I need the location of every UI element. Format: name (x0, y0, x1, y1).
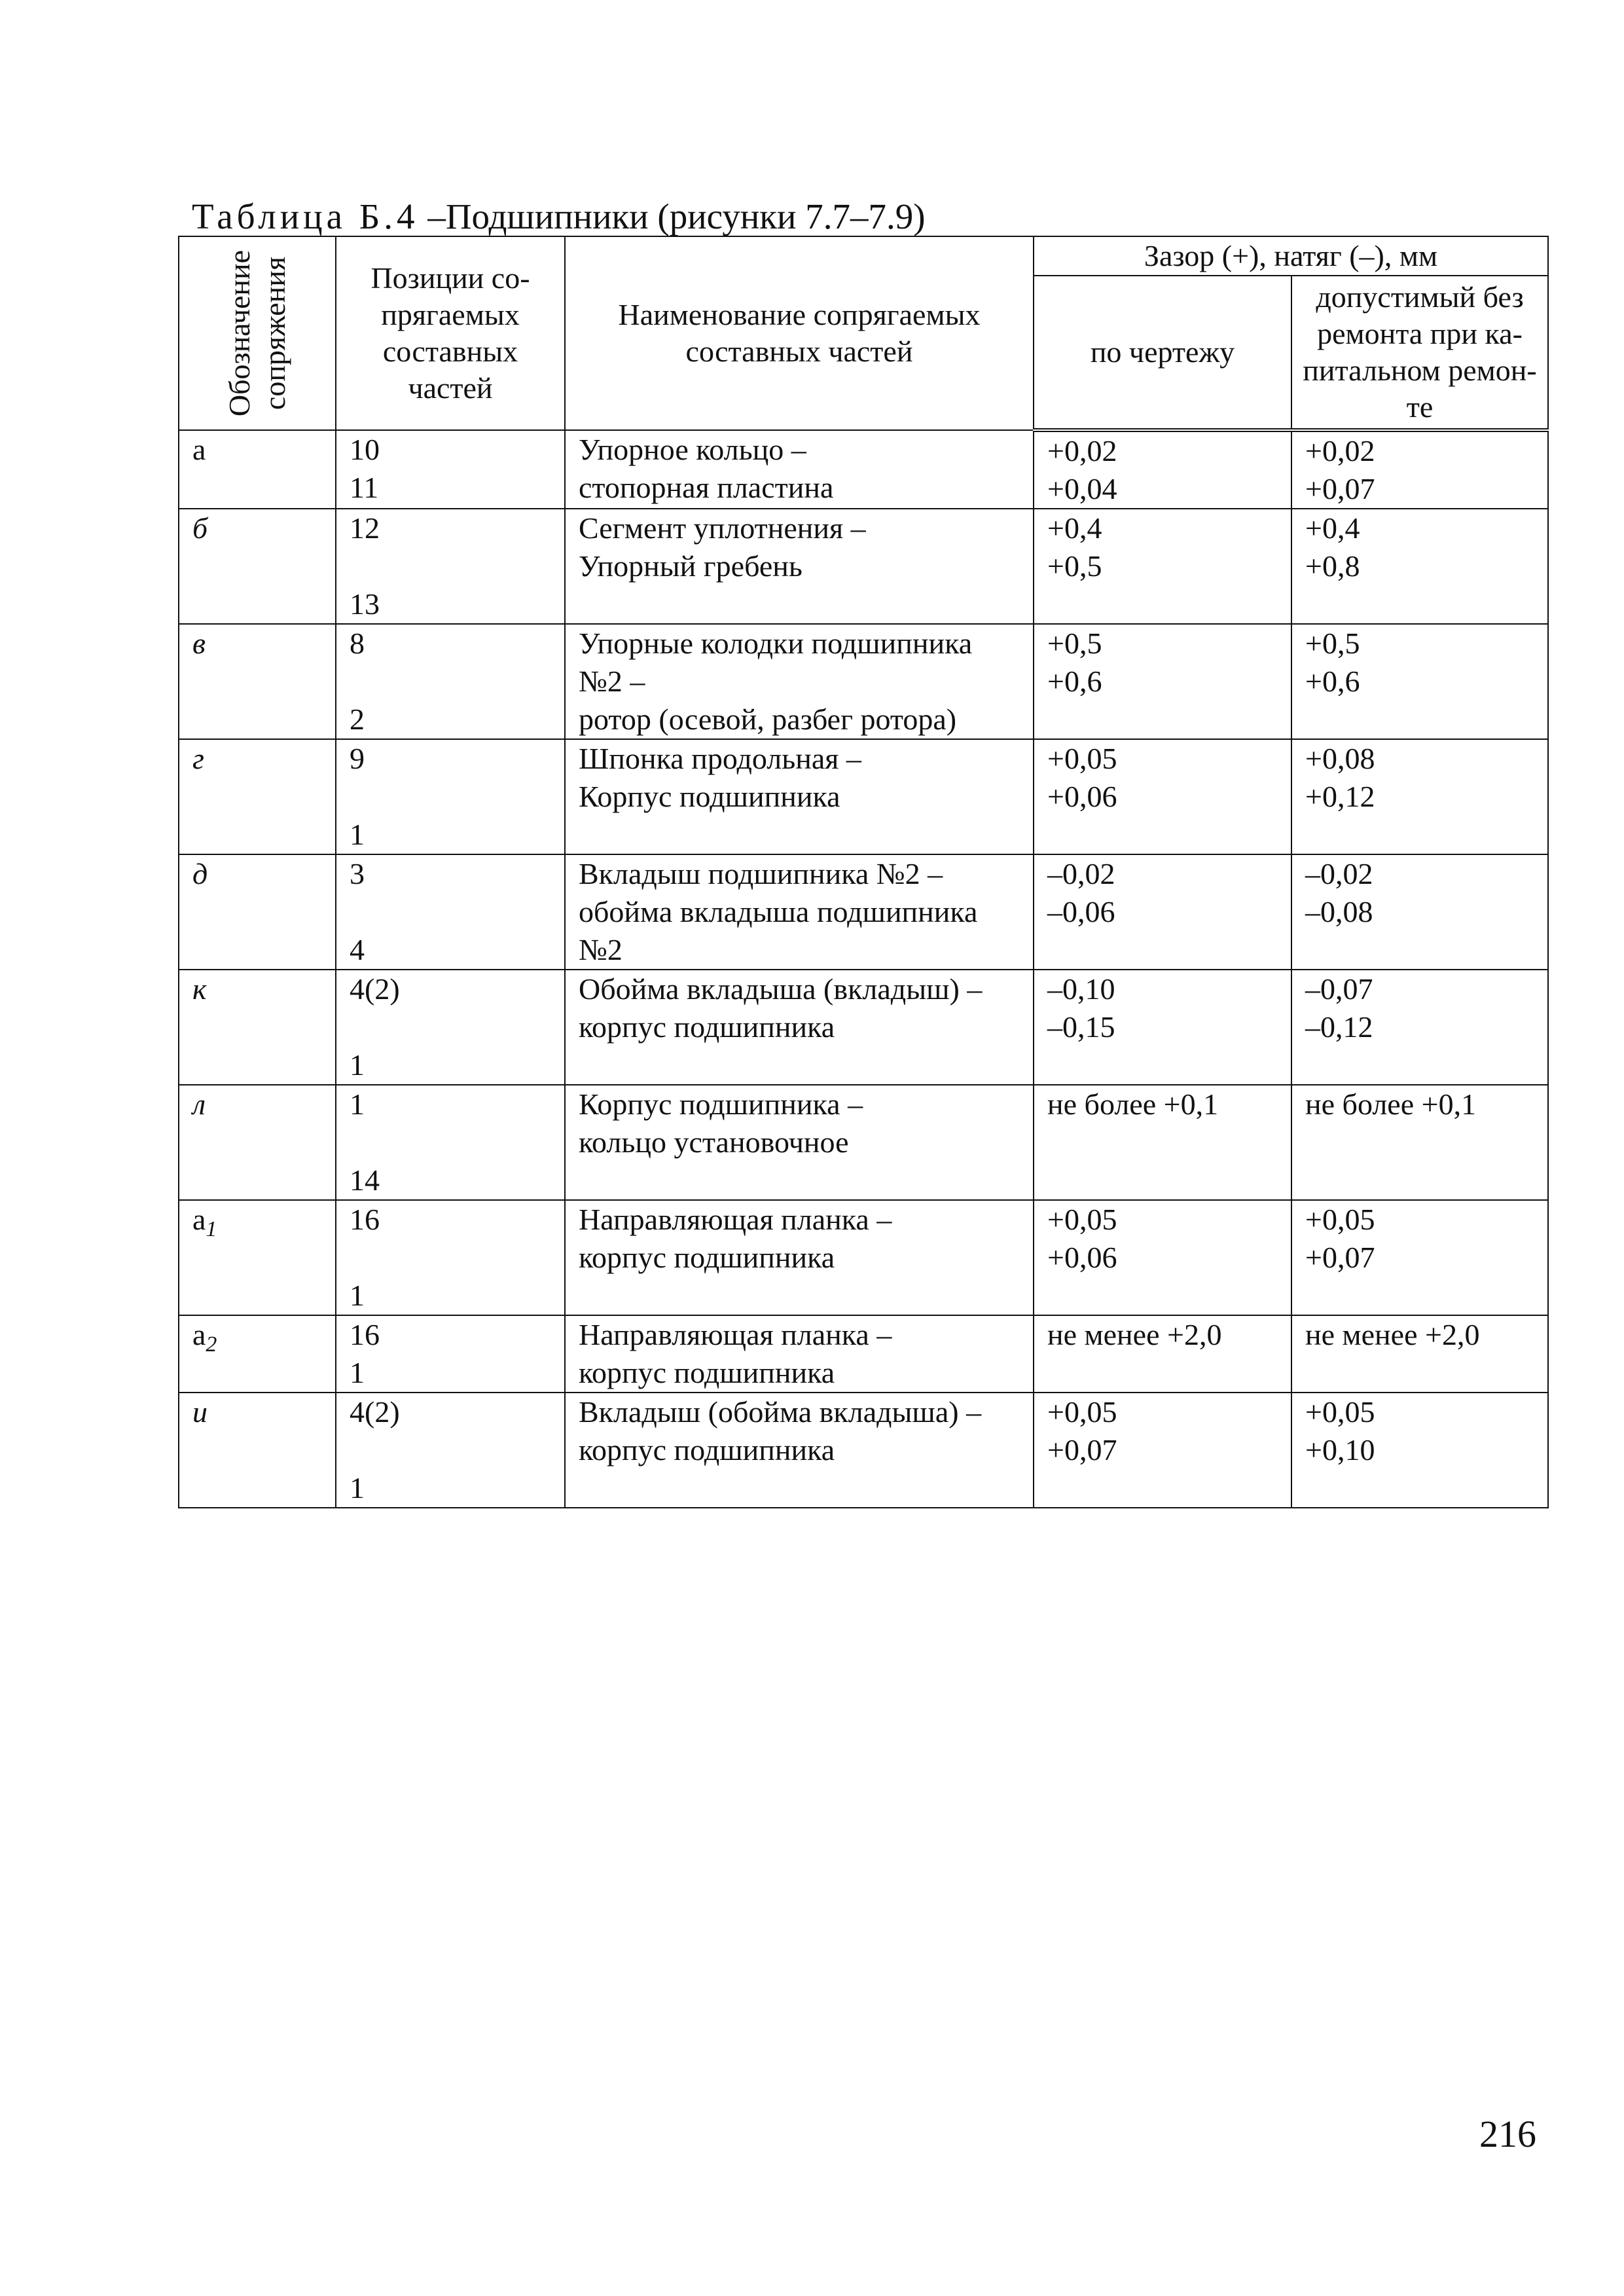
header-designation-line-2: сопряжения (258, 256, 292, 410)
cell-positions (336, 430, 565, 509)
cell-positions-line: 4(2) (350, 1395, 400, 1429)
cell-by-drawing-line: +0,6 (1047, 665, 1102, 698)
cell-allowed (1291, 430, 1548, 509)
table-row (179, 1315, 1548, 1393)
cell-name (565, 970, 1034, 1085)
designation-letter (192, 1393, 322, 1431)
cell-name (565, 1315, 1034, 1393)
cell-positions-line: 4(2) (350, 972, 400, 1006)
designation-letter (192, 970, 322, 1008)
cell-by-drawing (1034, 509, 1291, 624)
cell-positions-line: 8 (350, 627, 365, 660)
cell-allowed-line: +0,4 (1305, 511, 1360, 545)
cell-name-line: №2 (579, 933, 623, 966)
cell-allowed-line: +0,02 (1305, 434, 1375, 467)
designation-text: л (192, 1087, 206, 1121)
designation-text: а (192, 433, 206, 466)
designation-subscript: 1 (206, 1217, 217, 1241)
designation-text: в (192, 627, 206, 660)
cell-positions-line: 1 (350, 1048, 365, 1082)
header-positions-line-1: Позиции со- (370, 261, 530, 295)
cell-name-line: Обойма вкладыша (вкладыш) – (579, 972, 983, 1006)
cell-name-line: корпус подшипника (579, 1356, 835, 1389)
cell-allowed (1291, 854, 1548, 970)
cell-by-drawing-line: не более +0,1 (1047, 1087, 1219, 1121)
cell-positions-line (350, 1008, 551, 1046)
table-header (179, 236, 1548, 430)
cell-positions (336, 739, 565, 854)
cell-positions-line (350, 1239, 551, 1277)
cell-positions-line: 9 (350, 742, 365, 775)
cell-allowed-line: +0,6 (1305, 665, 1360, 698)
cell-by-drawing-line: +0,5 (1047, 549, 1102, 583)
header-allowed-line-3: питальном ремон- (1303, 354, 1537, 387)
designation-letter (192, 740, 322, 778)
table-body (179, 430, 1548, 1508)
cell-positions-line: 1 (350, 1356, 365, 1389)
cell-positions-line (350, 893, 551, 931)
cell-positions-line: 1 (350, 1471, 365, 1504)
cell-allowed-line: не менее +2,0 (1305, 1318, 1480, 1351)
cell-designation (179, 1085, 336, 1200)
designation-letter (192, 431, 322, 469)
cell-designation (179, 1393, 336, 1508)
table-row (179, 509, 1548, 624)
cell-by-drawing (1034, 1200, 1291, 1315)
table-row (179, 854, 1548, 970)
cell-positions (336, 1200, 565, 1315)
cell-positions (336, 509, 565, 624)
cell-by-drawing-line: –0,15 (1047, 1010, 1115, 1044)
header-by-drawing: по чертежу (1034, 276, 1291, 430)
cell-name-line: корпус подшипника (579, 1241, 835, 1274)
designation-letter (192, 1201, 322, 1239)
cell-allowed-line: +0,8 (1305, 549, 1360, 583)
cell-name-line: кольцо установочное (579, 1125, 849, 1159)
cell-by-drawing-line: –0,02 (1047, 857, 1115, 890)
table-row (179, 970, 1548, 1085)
cell-designation (179, 854, 336, 970)
cell-allowed (1291, 624, 1548, 739)
cell-name-line: Шпонка продольная – (579, 742, 861, 775)
cell-name-line: Корпус подшипника – (579, 1087, 863, 1121)
cell-positions-line: 12 (350, 511, 380, 545)
cell-allowed-line: не более +0,1 (1305, 1087, 1477, 1121)
cell-positions-line: 2 (350, 702, 365, 736)
table-row (179, 1085, 1548, 1200)
cell-allowed (1291, 1393, 1548, 1508)
cell-designation (179, 624, 336, 739)
cell-name-line: обойма вкладыша подшипника (579, 895, 978, 928)
cell-allowed (1291, 970, 1548, 1085)
cell-name (565, 509, 1034, 624)
designation-letter (192, 625, 322, 663)
designation-letter (192, 1085, 322, 1123)
cell-by-drawing-line: +0,5 (1047, 627, 1102, 660)
designation-text: а (192, 1203, 206, 1236)
designation-letter (192, 855, 322, 893)
cell-positions (336, 854, 565, 970)
page-number: 216 (1479, 2113, 1536, 2155)
cell-allowed (1291, 1085, 1548, 1200)
cell-name (565, 739, 1034, 854)
cell-allowed (1291, 1200, 1548, 1315)
cell-positions (336, 1315, 565, 1393)
cell-allowed-line: +0,05 (1305, 1203, 1375, 1236)
cell-name-line: корпус подшипника (579, 1010, 835, 1044)
cell-name-line: Сегмент уплотнения – (579, 511, 866, 545)
cell-name (565, 854, 1034, 970)
cell-designation (179, 1200, 336, 1315)
cell-by-drawing-line: +0,05 (1047, 742, 1117, 775)
designation-text: а (192, 1318, 206, 1351)
cell-name-line: №2 – (579, 665, 645, 698)
header-designation (179, 236, 336, 430)
cell-positions (336, 1393, 565, 1508)
header-positions-line-2: прягаемых (381, 298, 520, 331)
cell-by-drawing (1034, 1393, 1291, 1508)
cell-name-line: Упорный гребень (579, 549, 803, 583)
cell-by-drawing-line: +0,04 (1047, 472, 1117, 505)
table-row (179, 430, 1548, 509)
header-allowed (1291, 276, 1548, 430)
cell-allowed-line: +0,10 (1305, 1433, 1375, 1467)
cell-by-drawing-line: +0,07 (1047, 1433, 1117, 1467)
header-positions-line-3: составных (382, 335, 518, 368)
header-allowed-line-4: те (1406, 390, 1434, 424)
cell-name-line: Упорные колодки подшипника (579, 627, 973, 660)
cell-by-drawing-line: –0,06 (1047, 895, 1115, 928)
cell-allowed-line: +0,08 (1305, 742, 1375, 775)
cell-designation (179, 739, 336, 854)
table-row (179, 1393, 1548, 1508)
cell-positions (336, 970, 565, 1085)
header-name-line-2: составных частей (685, 335, 913, 368)
cell-positions-line: 1 (350, 818, 365, 851)
cell-allowed-line: +0,05 (1305, 1395, 1375, 1429)
cell-name (565, 1393, 1034, 1508)
cell-by-drawing (1034, 624, 1291, 739)
cell-name (565, 1085, 1034, 1200)
header-name (565, 236, 1034, 430)
table-caption-lead: Таблица Б.4 (192, 196, 419, 236)
table-row (179, 739, 1548, 854)
header-designation-line-1: Обозначение (223, 249, 257, 417)
cell-positions (336, 1085, 565, 1200)
designation-text: б (192, 511, 208, 545)
table-caption-title: –Подшипники (рисунки 7.7–7.9) (427, 196, 926, 236)
cell-positions-line: 1 (350, 1087, 365, 1121)
cell-positions-line (350, 547, 551, 585)
cell-allowed-line: –0,08 (1305, 895, 1373, 928)
cell-positions-line: 1 (350, 1279, 365, 1312)
cell-allowed (1291, 1315, 1548, 1393)
cell-positions-line (350, 778, 551, 816)
cell-by-drawing-line: +0,02 (1047, 434, 1117, 467)
bearings-table (178, 236, 1549, 1508)
cell-positions-line (350, 663, 551, 701)
header-positions (336, 236, 565, 430)
cell-designation (179, 430, 336, 509)
cell-allowed-line: +0,07 (1305, 1241, 1375, 1274)
cell-positions-line: 10 (350, 433, 380, 466)
cell-positions-line (350, 1431, 551, 1469)
cell-name-line: Направляющая планка – (579, 1203, 892, 1236)
cell-positions-line: 3 (350, 857, 365, 890)
cell-positions-line: 4 (350, 933, 365, 966)
cell-by-drawing-line: не менее +2,0 (1047, 1318, 1222, 1351)
cell-name-line: Упорное кольцо – (579, 433, 806, 466)
designation-letter (192, 1316, 322, 1357)
cell-by-drawing (1034, 1315, 1291, 1393)
cell-name-line: стопорная пластина (579, 471, 834, 504)
designation-letter (192, 509, 322, 547)
cell-positions (336, 624, 565, 739)
designation-text: г (192, 742, 204, 775)
cell-allowed-line: –0,07 (1305, 972, 1373, 1006)
cell-allowed-line: –0,02 (1305, 857, 1373, 890)
designation-text: к (192, 972, 207, 1006)
cell-allowed (1291, 739, 1548, 854)
cell-positions-line: 16 (350, 1318, 380, 1351)
cell-name (565, 430, 1034, 509)
header-gap-group: Зазор (+), натяг (–), мм (1034, 236, 1548, 276)
cell-positions-line: 16 (350, 1203, 380, 1236)
cell-name (565, 1200, 1034, 1315)
cell-name-line: Вкладыш (обойма вкладыша) – (579, 1395, 982, 1429)
header-allowed-line-2: ремонта при ка- (1317, 317, 1523, 350)
cell-name-line: Корпус подшипника (579, 780, 840, 813)
cell-allowed-line: +0,07 (1305, 472, 1375, 505)
cell-name-line: ротор (осевой, разбег ротора) (579, 702, 957, 736)
cell-allowed (1291, 509, 1548, 624)
cell-positions-line: 13 (350, 587, 380, 621)
cell-positions-line: 11 (350, 471, 379, 504)
designation-text: д (192, 857, 208, 890)
cell-name-line: Вкладыш подшипника №2 – (579, 857, 943, 890)
designation-subscript: 2 (206, 1332, 217, 1357)
header-positions-line-4: частей (408, 371, 493, 405)
cell-by-drawing-line: –0,10 (1047, 972, 1115, 1006)
table-row (179, 1200, 1548, 1315)
cell-name (565, 624, 1034, 739)
cell-by-drawing (1034, 739, 1291, 854)
cell-by-drawing (1034, 970, 1291, 1085)
cell-by-drawing-line: +0,4 (1047, 511, 1102, 545)
designation-text: и (192, 1395, 208, 1429)
cell-allowed-line: –0,12 (1305, 1010, 1373, 1044)
cell-positions-line (350, 1123, 551, 1161)
table-caption (192, 194, 926, 240)
cell-designation (179, 509, 336, 624)
cell-positions-line: 14 (350, 1163, 380, 1197)
cell-by-drawing-line: +0,05 (1047, 1203, 1117, 1236)
cell-designation (179, 970, 336, 1085)
cell-by-drawing-line: +0,06 (1047, 1241, 1117, 1274)
table-row (179, 624, 1548, 739)
cell-allowed-line: +0,12 (1305, 780, 1375, 813)
header-name-line-1: Наименование сопрягаемых (618, 298, 981, 331)
cell-by-drawing (1034, 854, 1291, 970)
cell-by-drawing (1034, 430, 1291, 509)
header-allowed-line-1: допустимый без (1316, 280, 1524, 314)
cell-name-line: Направляющая планка – (579, 1318, 892, 1351)
cell-by-drawing (1034, 1085, 1291, 1200)
cell-by-drawing-line: +0,06 (1047, 780, 1117, 813)
cell-designation (179, 1315, 336, 1393)
cell-by-drawing-line: +0,05 (1047, 1395, 1117, 1429)
cell-name-line: корпус подшипника (579, 1433, 835, 1467)
cell-allowed-line: +0,5 (1305, 627, 1360, 660)
